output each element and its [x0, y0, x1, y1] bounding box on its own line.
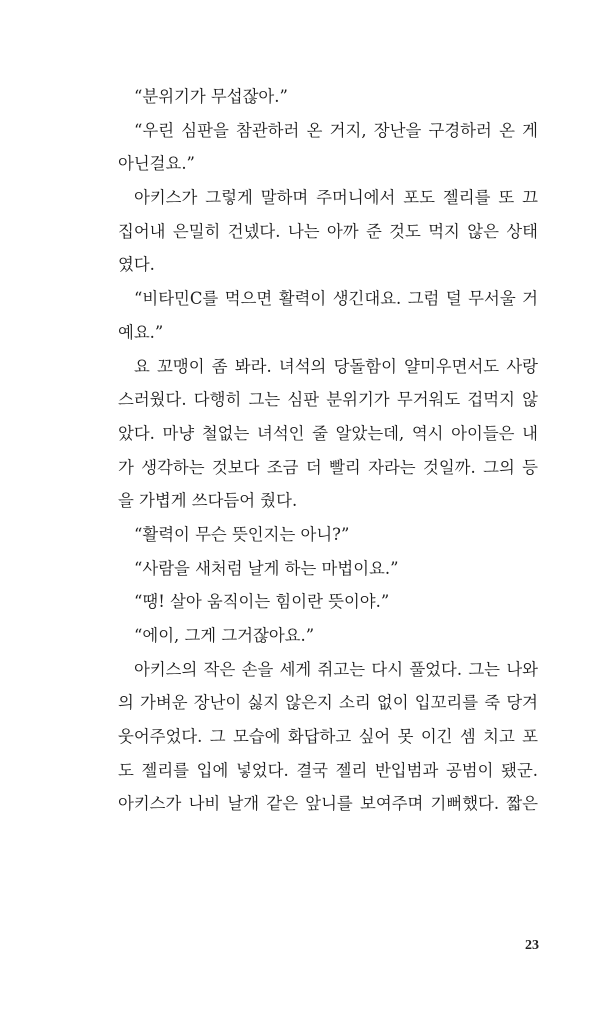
text-line: “비타민C를 먹으면 활력이 생긴대요. 그럼 덜 무서울 거 — [134, 289, 538, 309]
text-line: 아키스가 그렇게 말하며 주머니에서 포도 젤리를 또 끄 — [134, 188, 538, 208]
text-line: 가 생각하는 것보다 조금 더 빨리 자라는 것일까. 그의 등 — [118, 457, 538, 477]
text-line: 도 젤리를 입에 넣었다. 결국 젤리 반입범과 공범이 됐군. — [118, 760, 538, 780]
text-line: 스러웠다. 다행히 그는 심판 분위기가 무거워도 겁먹지 않 — [118, 390, 538, 410]
body-text — [118, 80, 538, 821]
text-line: 였다. — [118, 255, 155, 275]
text-line: “에이, 그게 그거잖아요.” — [134, 626, 315, 645]
text-line: 아키스가 나비 날개 같은 앞니를 보여주며 기뻐했다. 짧은 — [118, 794, 538, 814]
text-line: 았다. 마냥 철없는 녀석인 줄 알았는데, 역시 아이들은 내 — [118, 423, 538, 443]
text-line: “땡! 살아 움직이는 힘이란 뜻이야.” — [134, 592, 390, 612]
text-line: 집어내 은밀히 건넸다. 나는 아까 준 것도 먹지 않은 상태 — [118, 221, 538, 241]
text-line: 요 꼬맹이 좀 봐라. 녀석의 당돌함이 얄미우면서도 사랑 — [134, 356, 538, 376]
text-line: “분위기가 무섭잖아.” — [134, 87, 288, 106]
text-line: “사람을 새처럼 날게 하는 마법이요.” — [134, 558, 399, 578]
text-line: “활력이 무슨 뜻인지는 아니?” — [134, 524, 350, 544]
text-line: 아닌걸요.” — [118, 154, 195, 174]
text-line: 아키스의 작은 손을 세게 쥐고는 다시 풀었다. 그는 나와 — [134, 659, 538, 679]
text-line: 웃어주었다. 그 모습에 화답하고 싶어 못 이긴 셈 치고 포 — [118, 727, 538, 747]
page-number: 23 — [525, 938, 539, 953]
text-line: 의 가벼운 장난이 싫지 않은지 소리 없이 입꼬리를 죽 당겨 — [118, 693, 538, 713]
text-line: 을 가볍게 쓰다듬어 줬다. — [118, 491, 298, 511]
text-line: 예요.” — [118, 322, 164, 342]
text-line: “우린 심판을 참관하러 온 거지, 장난을 구경하러 온 게 — [134, 120, 538, 140]
